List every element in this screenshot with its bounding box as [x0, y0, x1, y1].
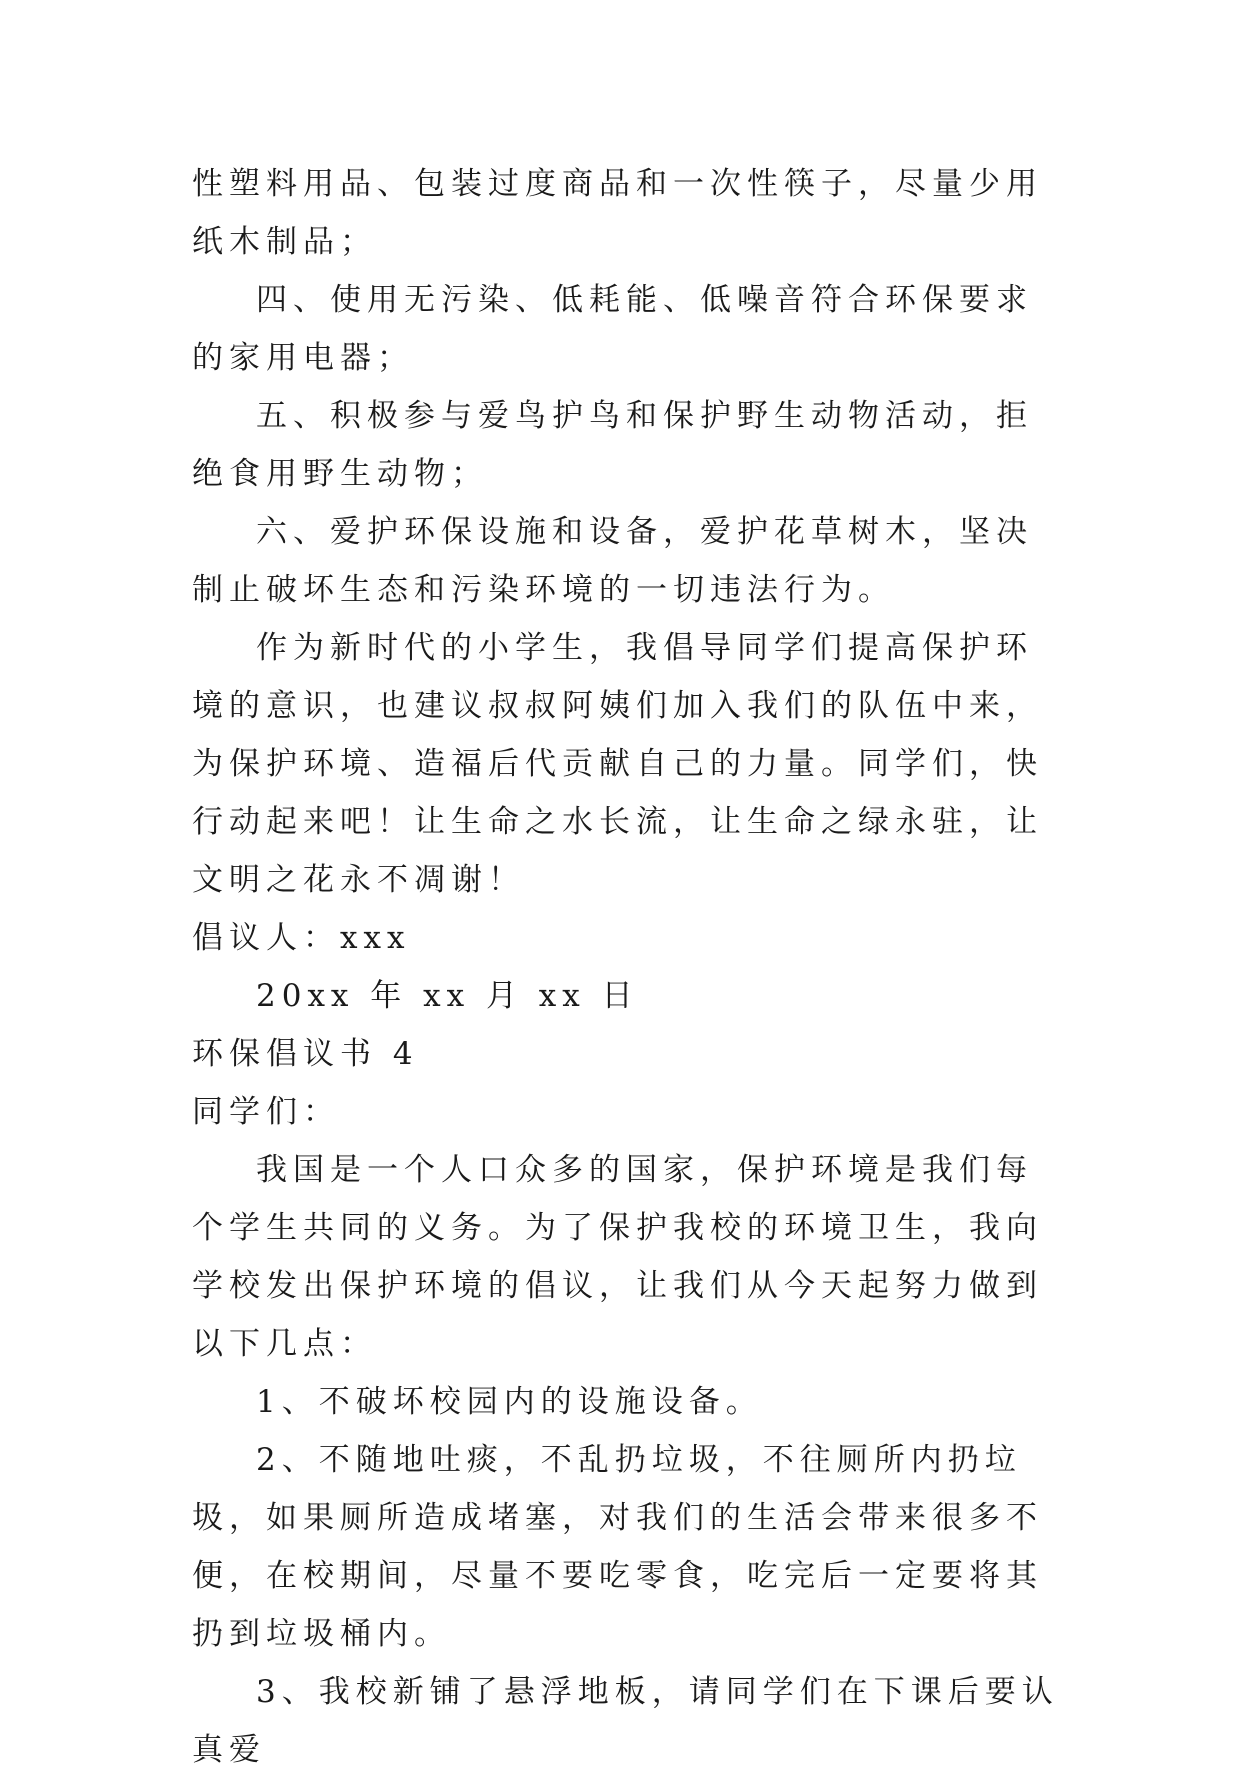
paragraph: 作为新时代的小学生，我倡导同学们提高保护环境的意识，也建议叔叔阿姨们加入我们的队伍中来，为保护环境、造福后代贡献自己的力量。同学们，快行动起来吧！让生命之水长流，让生命之绿永驻，让文明之花永不凋谢！ — [192, 630, 1043, 898]
paragraph: 五、积极参与爱鸟护鸟和保护野生动物活动，拒绝食用野生动物； — [192, 398, 1033, 492]
section-title: 环保倡议书 4 — [192, 1036, 419, 1072]
date-line: 20xx 年 xx 月 xx 日 — [256, 978, 639, 1014]
list-item: 1、不破坏校园内的设施设备。 — [256, 1384, 763, 1420]
list-item: 2、不随地吐痰，不乱扔垃圾，不往厕所内扔垃圾，如果厕所造成堵塞，对我们的生活会带来很多不便，在校期间，尽量不要吃零食，吃完后一定要将其扔到垃圾桶内。 — [192, 1442, 1043, 1652]
salutation: 同学们： — [192, 1094, 340, 1130]
list-item: 3、我校新铺了悬浮地板，请同学们在下课后要认真爱 — [192, 1674, 1059, 1768]
paragraph: 我国是一个人口众多的国家，保护环境是我们每个学生共同的义务。为了保护我校的环境卫生，我向学校发出保护环境的倡议，让我们从今天起努力做到以下几点： — [192, 1152, 1043, 1362]
paragraph: 四、使用无污染、低耗能、低噪音符合环保要求的家用电器； — [192, 282, 1033, 376]
signer-line: 倡议人：xxx — [192, 920, 411, 956]
paragraph: 六、爱护环保设施和设备，爱护花草树木，坚决制止破坏生态和污染环境的一切违法行为。 — [192, 514, 1033, 608]
document-content — [192, 155, 1062, 1779]
paragraph: 性塑料用品、包装过度商品和一次性筷子，尽量少用纸木制品； — [192, 166, 1043, 260]
